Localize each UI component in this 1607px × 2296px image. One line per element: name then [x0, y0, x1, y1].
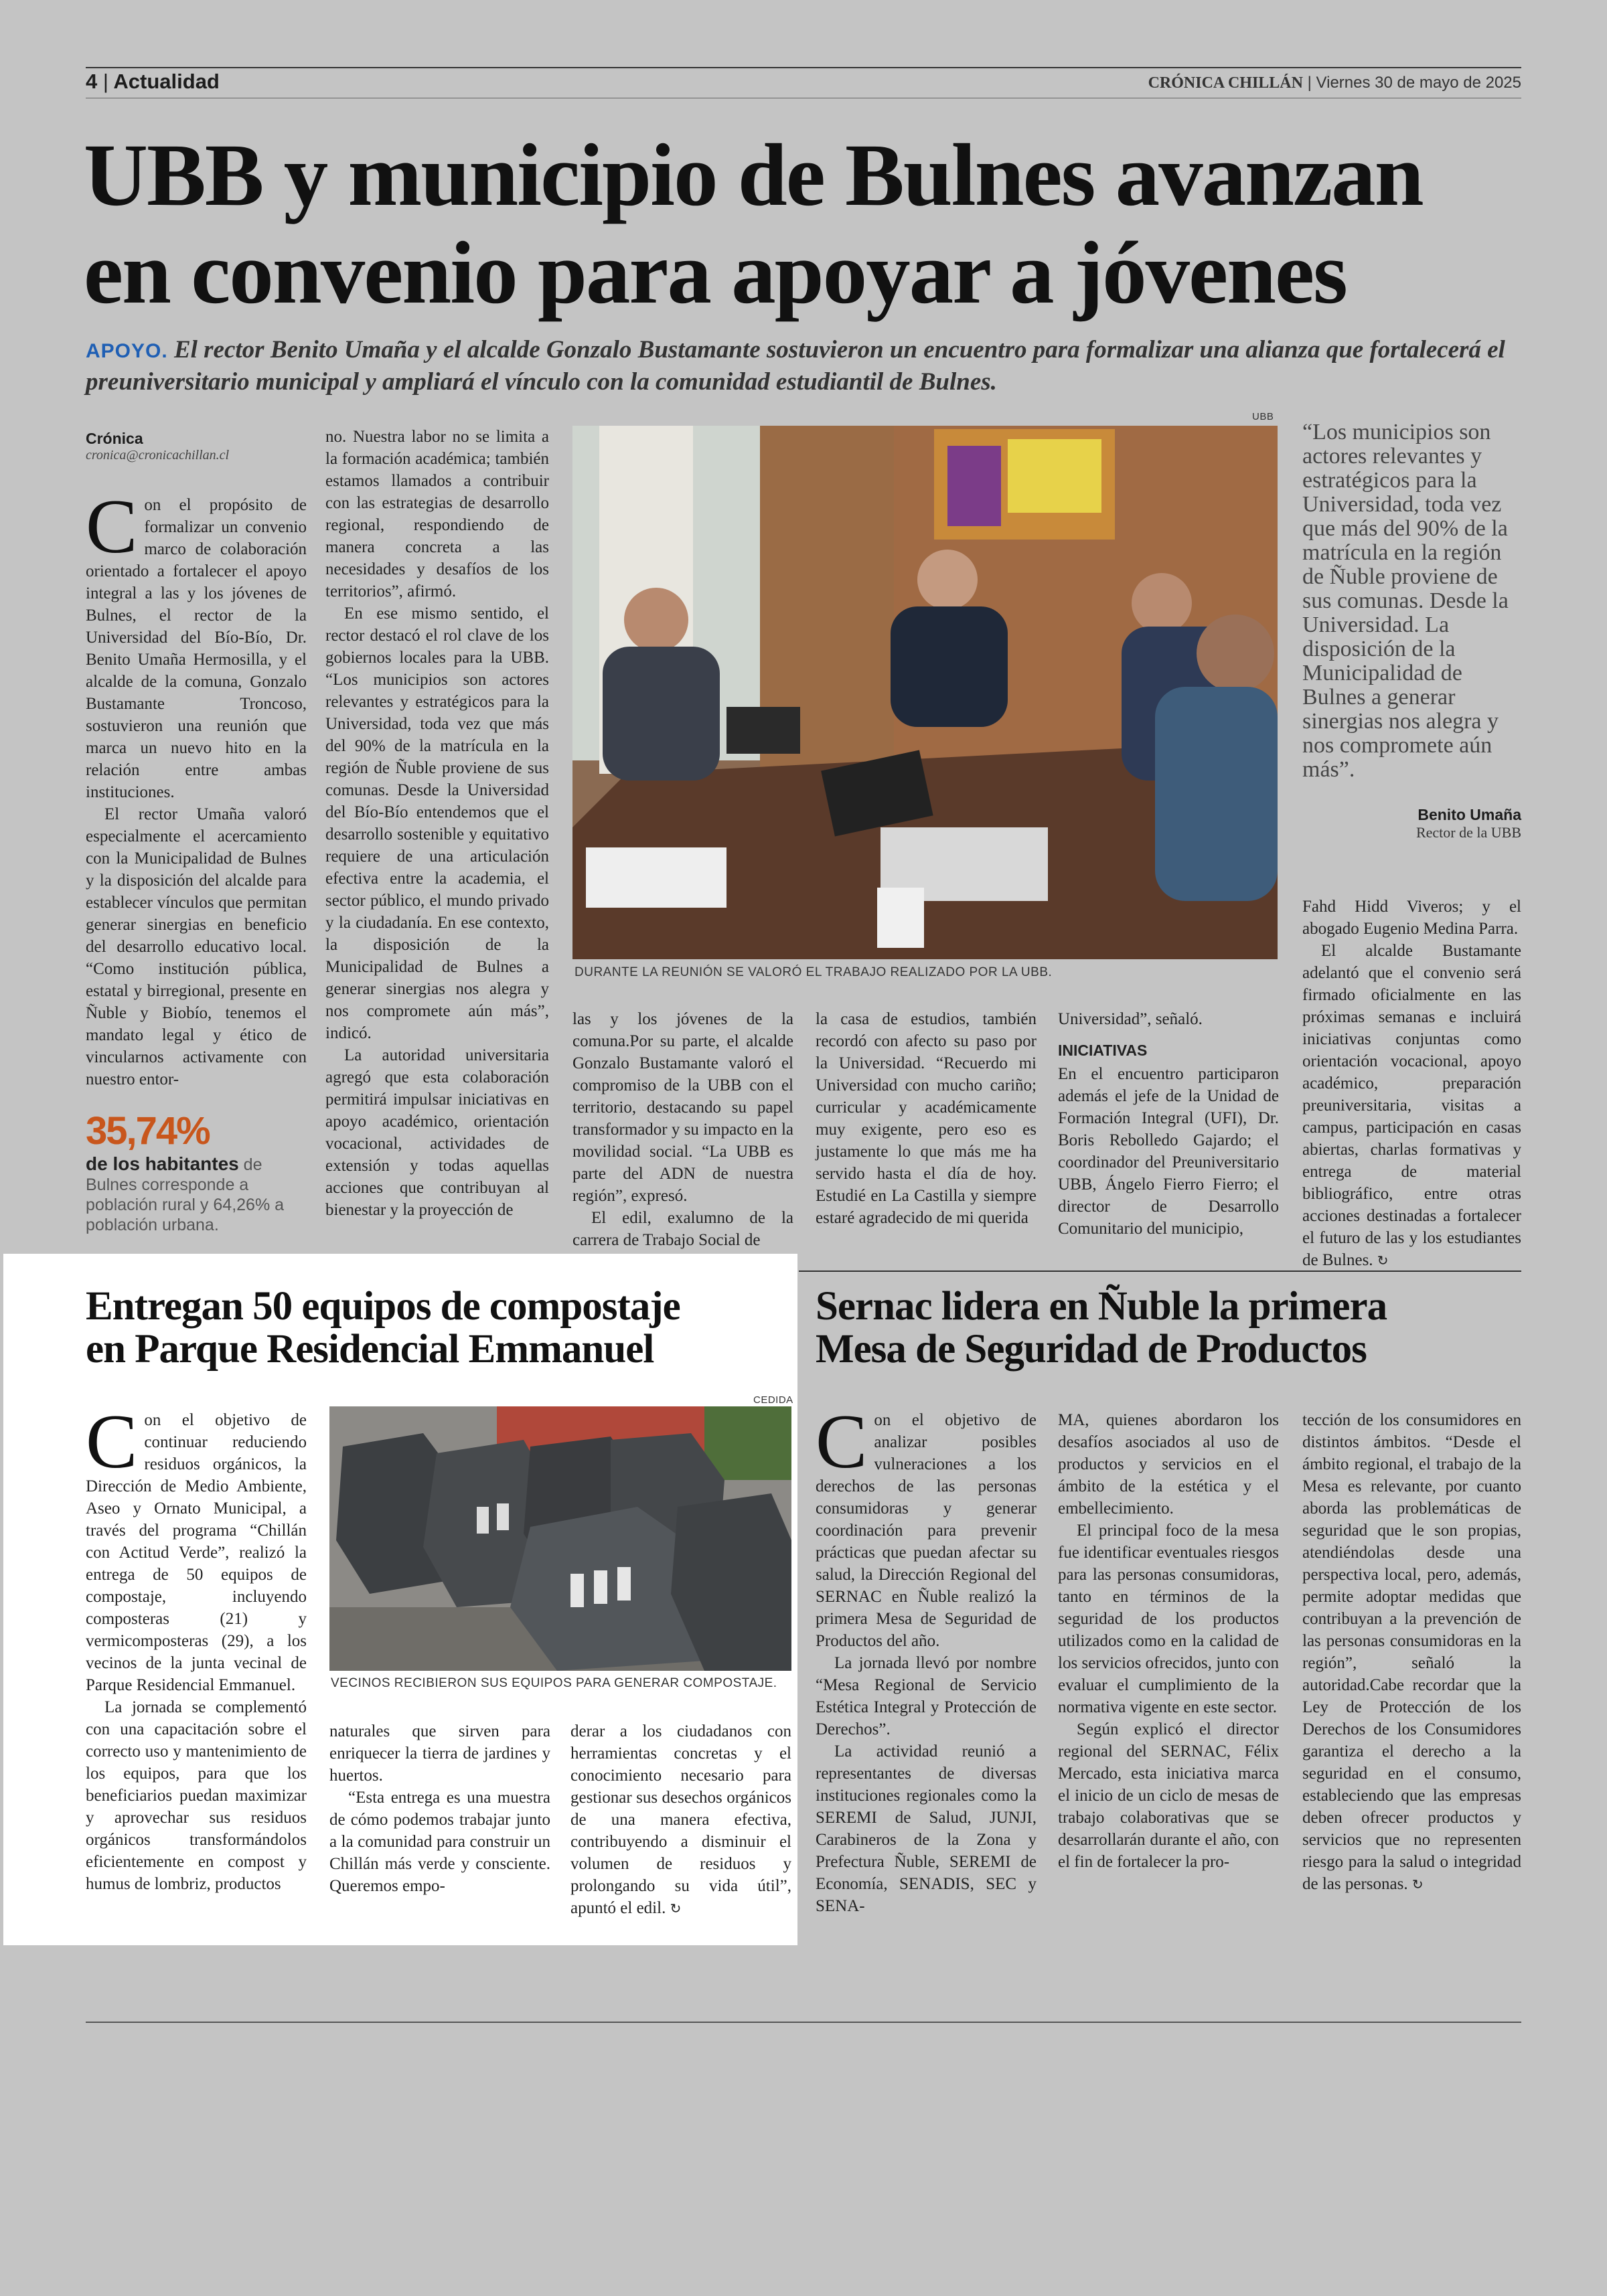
stat-value: 35,74% [86, 1109, 210, 1153]
main-col3-para-1: las y los jóvenes de la comuna.Por su parte, el alcalde Gonzalo Bustamante valoró el compromiso de la UBB con el territorio, destacando su papel transformador y su impacto en la movilidad social. “La UBB es parte del ADN de nuestra región”, expresó. [572, 1010, 793, 1205]
header-top-rule [86, 67, 1521, 68]
sernac-column-1 [816, 1399, 1037, 1915]
sernac-col2-para-2: El principal foco de la mesa fue identificar eventuales riesgos para las personas consumidoras, tanto en términos de la seguridad de los productos utilizados como en la calidad de los servicios ofrecidos, junto con evaluar el cumplimiento de la normativa vigente en este sector. [1058, 1522, 1279, 1716]
sernac-headline-line1: Sernac lidera en Ñuble la primera [816, 1284, 1387, 1329]
composter-vent-3 [617, 1567, 631, 1601]
person-right2-body [1155, 687, 1278, 901]
sernac-col1-p1-text: on el objetivo de analizar posibles vulneraciones a los derechos de las personas consumidoras y generar coordinación para prevenir prácticas que puedan afectar su salud, la Dirección Regional del SERNAC en Ñuble realizó la primera Mesa de Seguridad de Productos del año. [816, 1411, 1037, 1650]
person-left-body [603, 647, 720, 781]
main-column-2 [325, 426, 549, 1256]
main-photo-caption: DURANTE LA REUNIÓN SE VALORÓ EL TRABAJO REALIZADO POR LA UBB. [575, 965, 1053, 979]
main-headline [84, 126, 1423, 321]
photo-painting-accent2 [947, 446, 1001, 526]
person-right2-head [1197, 614, 1274, 692]
sernac-headline-line2: Mesa de Seguridad de Productos [816, 1327, 1367, 1372]
compost-col2-para-2: “Esta entrega es una muestra de cómo podemos trabajar junto a la comunidad para construir un Chillán más verde y consciente. Queremos empo- [329, 1789, 550, 1895]
bottom-rule [86, 2022, 1521, 2023]
sernac-col3-text: tección de los consumidores en distintos ámbitos. “Desde el ámbito regional, el trabajo de la Mesa es relevante, por cuanto aborda las problemáticas de seguridad que le son propias, atendiéndolas desde una perspectiva local, pero, además, permite adoptar medidas que contribuyan a la prevención de las personas consumidoras en la región”, señaló la autoridad.Cabe recordar que la Ley de Protección de los Derechos de los Consumidores garantiza el derecho a la seguridad en el consumo, estableciendo que las empresas deben ofrecer productos y servicios que no representen riesgo para la salud o integridad de las personas. [1302, 1411, 1521, 1893]
main-col2-para-1: no. Nuestra labor no se limita a la formación académica; también estamos llamados a contribuir con las estrategias de desarrollo regional, respondiendo de manera concreta a las necesidades y desafíos de los territorios”, afirmó. [325, 428, 549, 600]
lead-text: El rector Benito Umaña y el alcalde Gonzalo Bustamante sostuvieron un encuentro para formalizar una alianza que fortalecerá el preuniversitario municipal y ampliará el vínculo con la comunidad estudiantil de Bulnes. [86, 336, 1505, 396]
laptop-left [726, 707, 800, 754]
main-col5-para-1: Universidad”, señaló. [1058, 1010, 1203, 1028]
sernac-col3-para-1 [1302, 1409, 1521, 1896]
header-separator: | [102, 70, 108, 93]
main-dropcap: C [86, 484, 138, 570]
stat-text: de Bulnes corresponde a población rural y 64,26% a población urbana. [86, 1155, 285, 1234]
compost-col1-para-2: La jornada se complementó con una capacitación sobre el correcto uso y mantenimiento de los equipos, para que los beneficiarios puedan maximizar y aprovechar sus residuos orgánicos transformándolos eficientemente en compost y humus de lombriz, productos [86, 1698, 307, 1893]
compost-photo-illustration [329, 1406, 791, 1671]
compost-col1-para-1 [86, 1399, 307, 1696]
compost-headline-line2: en Parque Residencial Emmanuel [86, 1327, 654, 1372]
sernac-headline [816, 1285, 1387, 1371]
main-lead [86, 335, 1521, 398]
issue-date: Viernes 30 de mayo de 2025 [1316, 74, 1521, 92]
main-column-6 [1302, 896, 1521, 1269]
main-col1-para-2: El rector Umaña valoró especialmente el acercamiento con la Municipalidad de Bulnes y la disposición del alcalde para establecer vínculos que permitan generar sinergias en beneficio del desarrollo educativo local. “Como institución pública, estatal y birregional, presente en Ñuble y Biobío, tenemos el mandato legal y ético de vincularnos activamente con nuestro entor- [86, 805, 307, 1088]
main-headline-line1: UBB y municipio de Bulnes avanzan [84, 125, 1423, 224]
kicker: APOYO. [86, 340, 168, 362]
stat-box [86, 1111, 307, 1235]
compost-headline-line1: Entregan 50 equipos de compostaje [86, 1284, 680, 1329]
page-header-left [86, 70, 220, 94]
compost-column-1 [86, 1399, 307, 1904]
publication-name: CRÓNICA CHILLÁN [1148, 74, 1303, 92]
page-header-right [1148, 74, 1521, 92]
compost-plants [704, 1406, 791, 1480]
compost-col2-para-1: naturales que sirven para enriquecer la tierra de jardines y huertos. [329, 1722, 550, 1785]
quote-role: Rector de la UBB [1415, 824, 1521, 841]
main-col1-para-1 [86, 484, 307, 803]
sernac-col2-para-3: Según explicó el director regional del SERNAC, Félix Mercado, esta iniciativa marca el inicio de un ciclo de mesas de trabajo colaborativas que se desarrollarán durante el año, con el fin de fortalecer la pro- [1058, 1720, 1279, 1871]
stat-label: de los habitantes [86, 1153, 239, 1174]
pull-quote-text: “Los municipios son actores relevantes y estratégicos para la Universidad, toda vez que más del 90% de la matrícula en la región de Ñuble proviene de sus comunas. Desde la Universidad. La disposición de la Municipalidad de Bulnes a generar sinergias nos alegra y nos compromete aún más”. [1302, 420, 1509, 782]
main-column-5 [1058, 1008, 1279, 1256]
composter-vent-5 [497, 1503, 509, 1530]
main-col6-para-2 [1302, 940, 1521, 1272]
composter-vent-2 [594, 1570, 607, 1604]
main-col4-para-1: la casa de estudios, también recordó con afecto su paso por la Universidad. “Recuerdo mi Universidad con mucho cariño; curricular y académicamente muy exigente, pero eso es justamente lo que más me ha servido hasta el día de hoy. Estudié en La Castilla y siempre estaré agradecido de mi querida [816, 1010, 1037, 1227]
page-number: 4 [86, 70, 98, 93]
composter-vent-1 [570, 1574, 584, 1607]
person-left-head [624, 588, 688, 652]
composter-vent-4 [477, 1507, 489, 1534]
main-col2-para-2: En ese mismo sentido, el rector destacó el rol clave de los gobiernos locales para la UBB. “Los municipios son actores relevantes y estratégicos para la Universidad, toda vez que más del 90% de la matrícula en la región de Ñuble proviene de sus comunas. Desde la Universidad del Bío-Bío entendemos que el desarrollo sostenible y equitativo requiere de una articulación efectiva entre la academia, el sector público, el mundo privado y la ciudadanía. En ese contexto, la disposición de la Municipalidad de Bulnes a generar sinergias nos alegra y nos compromete aún más”, indicó. [325, 604, 549, 1042]
sernac-end-mark-icon: ↻ [1411, 1876, 1424, 1892]
main-column-1 [86, 484, 307, 1088]
main-col3-para-2: El edil, exalumno de la carrera de Trabajo Social de [572, 1209, 793, 1249]
mid-rule-right [799, 1270, 1521, 1272]
coffee-cup [877, 888, 924, 948]
person-right1-head [1132, 573, 1192, 633]
main-col6-p2-text: El alcalde Bustamante adelantó que el convenio será firmado oficialmente en las próximas semanas e incluirá iniciativas conjuntas como orientación vocacional, apoyo académico, preparación preuniversitaria, visitas a campus, participación en casas abiertas, charlas formativas y entrega de material bibliográfico, entre otras acciones destinadas a fortalecer el futuro de las y los estudiantes de Bulnes. [1302, 942, 1521, 1269]
compost-col3-para-1 [570, 1720, 791, 1920]
pull-quote [1302, 420, 1523, 782]
end-mark-icon: ↻ [1377, 1252, 1389, 1268]
header-separator-2: | [1307, 74, 1312, 92]
main-headline-line2: en convenio para apoyar a jóvenes [84, 223, 1347, 322]
sernac-column-2 [1058, 1409, 1279, 1911]
compost-end-mark-icon: ↻ [670, 1900, 682, 1916]
compost-column-3 [570, 1720, 791, 1917]
person-center-body [891, 606, 1008, 727]
main-subhead: INICIATIVAS [1058, 1042, 1148, 1059]
meeting-photo-illustration [572, 426, 1278, 959]
compost-photo [329, 1406, 791, 1671]
section-name: Actualidad [113, 70, 220, 93]
main-col6-para-1: Fahd Hidd Viveros; y el abogado Eugenio Medina Parra. [1302, 898, 1521, 938]
sernac-col2-para-1: MA, quienes abordaron los desafíos asociados al uso de productos y servicios en el ámbito de la estética y el embellecimiento. [1058, 1411, 1279, 1518]
main-photo [572, 426, 1278, 959]
sernac-dropcap: C [816, 1399, 868, 1485]
main-photo-credit: UBB [1252, 411, 1274, 422]
sernac-col1-para-1 [816, 1399, 1037, 1652]
compost-column-2 [329, 1720, 550, 1908]
quote-attribution [1302, 806, 1521, 841]
main-col5-para-2: En el encuentro participaron además el jefe de la Unidad de Formación Integral (UFI), Dr. Boris Rebolledo Gajardo; el coordinador del Preuniversitario UBB, Ángelo Fierro Fierro; el director de Desarrollo Comunitario del municipio, [1058, 1065, 1279, 1238]
compost-photo-caption: VECINOS RECIBIERON SUS EQUIPOS PARA GENERAR COMPOSTAJE. [331, 1676, 777, 1690]
main-col1-p1-text: on el propósito de formalizar un convenio marco de colaboración orientado a fortalecer el apoyo integral a las y los jóvenes de Bulnes, el rector de la Universidad del Bío-Bío, Dr. Benito Umaña Hermosilla, y el alcalde de la comuna, Gonzalo Bustamante Troncoso, sostuvieron una reunión que marca un nuevo hito en la relación entre ambas instituciones. [86, 496, 307, 801]
main-column-3 [572, 1008, 793, 1256]
stat-text-block [86, 1154, 307, 1235]
papers [586, 847, 726, 908]
byline [86, 430, 313, 463]
sernac-col1-para-3: La actividad reunió a representantes de diversas instituciones regionales como la SEREMI de Salud, JUNJI, Carabineros de la Zona y Prefectura Ñuble, SEREMI de Economía, SENADIS, SEC y SENA- [816, 1742, 1037, 1915]
byline-email: cronica@cronicachillan.cl [86, 448, 230, 463]
compost-dropcap: C [86, 1399, 138, 1485]
main-column-4 [816, 1008, 1037, 1256]
compost-headline [86, 1285, 680, 1371]
byline-name: Crónica [86, 430, 143, 447]
sernac-column-3 [1302, 1409, 1521, 1911]
compost-col3-text: derar a los ciudadanos con herramientas concretas y el conocimiento necesario para gestionar sus desechos orgánicos de una manera efectiva, contribuyendo a disminuir el volumen de residuos y prolongando su vida útil”, apuntó el edil. [570, 1722, 791, 1917]
quote-author: Benito Umaña [1418, 806, 1521, 823]
sernac-col1-para-2: La jornada llevó por nombre “Mesa Regional de Servicio Estética Integral y Protección de Derechos”. [816, 1654, 1037, 1738]
compost-photo-credit: CEDIDA [753, 1394, 793, 1406]
photo-painting-accent [1008, 439, 1101, 513]
main-col2-para-3: La autoridad universitaria agregó que esta colaboración permitirá impulsar iniciativas en apoyo académico, orientación vocacional, actividades de extensión y todas aquellas acciones que contribuyan al bienestar y la proyección de [325, 1046, 549, 1219]
compost-col1-p1-text: on el objetivo de continuar reduciendo residuos orgánicos, la Dirección de Medio Ambiente, Aseo y Ornato Municipal, a través del programa “Chillán con Actitud Verde”, realizó la entrega de 50 equipos de compostaje, incluyendo composteras (21) y vermicomposteras (29), a los vecinos de la junta vecinal de Parque Residencial Emmanuel. [86, 1411, 307, 1694]
person-center-head [917, 550, 978, 610]
